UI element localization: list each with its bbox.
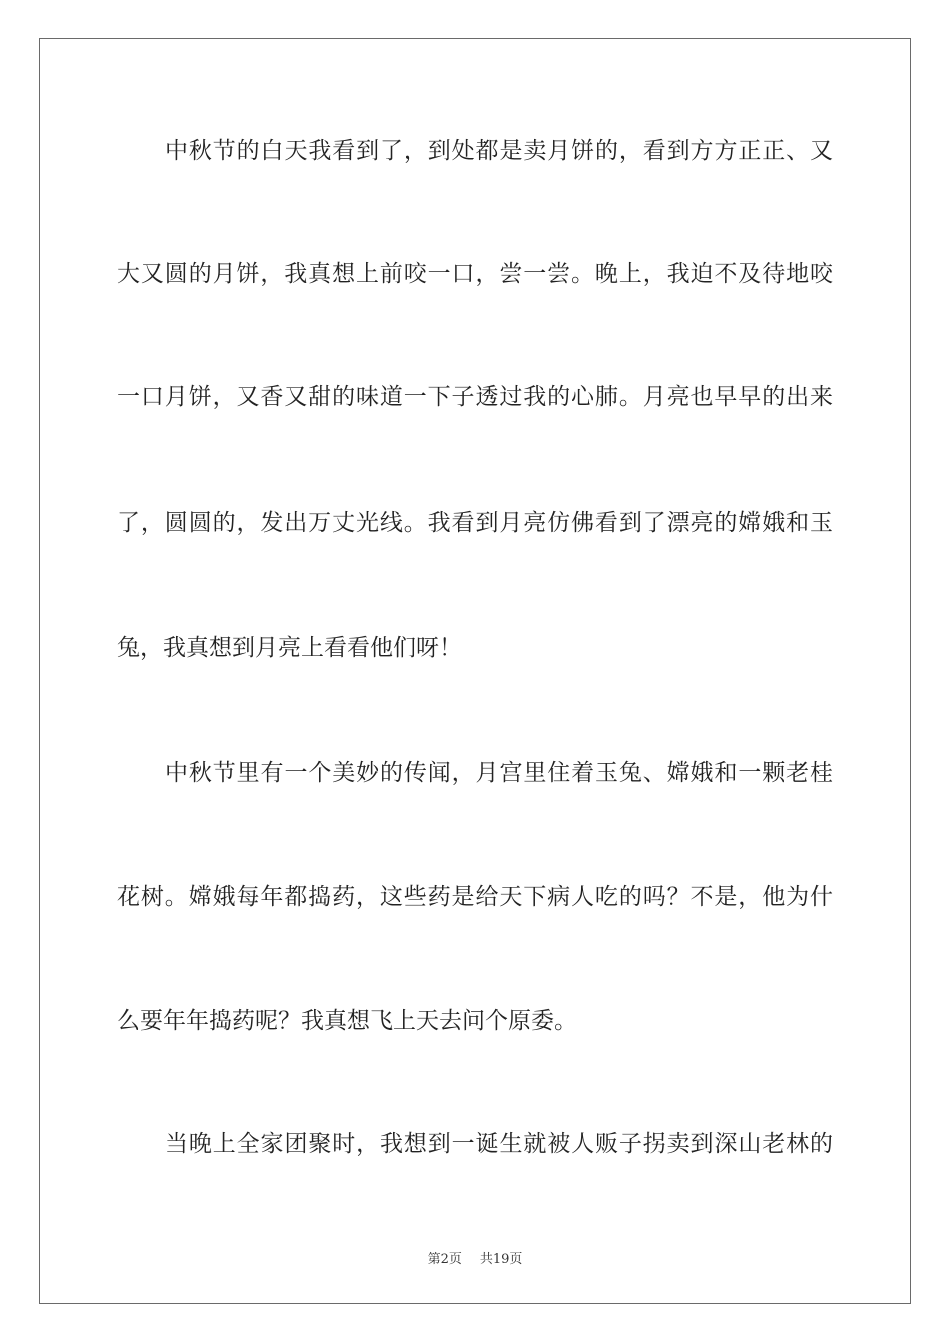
paragraph-line: 当晚上全家团聚时，我想到一诞生就被人贩子拐卖到深山老林的 bbox=[165, 1131, 833, 1157]
paragraph-line: 花树。嫦娥每年都捣药，这些药是给天下病人吃的吗？不是，他为什 bbox=[117, 884, 833, 910]
page-total: 共19页 bbox=[479, 1252, 523, 1267]
page-border bbox=[39, 38, 911, 1304]
paragraph-line: 一口月饼，又香又甜的味道一下子透过我的心肺。月亮也早早的出来 bbox=[117, 384, 833, 410]
page-number: 第2页 bbox=[427, 1252, 462, 1267]
page-footer bbox=[0, 1248, 950, 1267]
paragraph-line: 中秋节里有一个美妙的传闻，月宫里住着玉兔、嫦娥和一颗老桂 bbox=[165, 760, 833, 786]
paragraph-line: 了，圆圆的，发出万丈光线。我看到月亮仿佛看到了漂亮的嫦娥和玉 bbox=[117, 510, 833, 536]
paragraph-line: 么要年年捣药呢？我真想飞上天去问个原委。 bbox=[117, 1008, 577, 1034]
paragraph-line: 大又圆的月饼，我真想上前咬一口，尝一尝。晚上，我迫不及待地咬 bbox=[117, 261, 833, 287]
paragraph-line: 中秋节的白天我看到了，到处都是卖月饼的，看到方方正正、又 bbox=[165, 138, 833, 164]
paragraph-line: 兔，我真想到月亮上看看他们呀！ bbox=[117, 635, 462, 661]
